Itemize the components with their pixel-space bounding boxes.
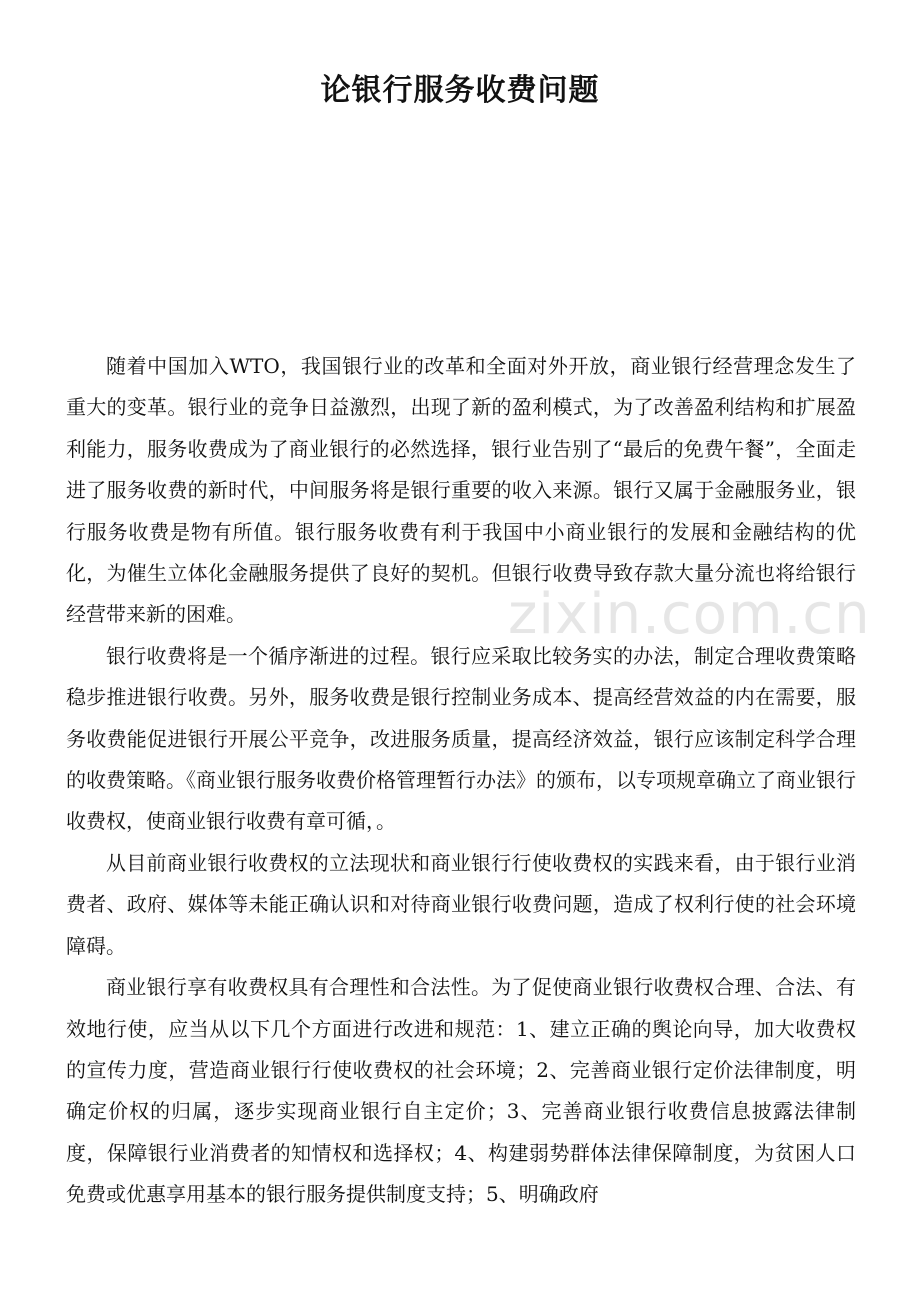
document-body xyxy=(66,346,856,1216)
paragraph-3: 从目前商业银行收费权的立法现状和商业银行行使收费权的实践来看，由于银行业消费者、政府、媒体等未能正确认识和对待商业银行收费问题，造成了权利行使的社会环境障碍。 xyxy=(66,850,856,958)
watermark: zixin.com.cn xyxy=(508,582,871,647)
document-title: 论银行服务收费问题 xyxy=(320,73,600,108)
paragraph-4: 商业银行享有收费权具有合理性和合法性。为了促使商业银行收费权合理、合法、有效地行使，应当从以下几个方面进行改进和规范：1、建立正确的舆论向导，加大收费权的宣传力度，营造商业银行行使收费权的社会环境；2、完善商业银行定价法律制度，明确定价权的归属，逐步实现商业银行自主定价；3、完善商业银行收费信息披露法律制度，保障银行业消费者的知情权和选择权；4、构建弱势群体法律保障制度，为贫困人口免费或优惠享用基本的银行服务提供制度支持；5、明确政府 xyxy=(66,975,856,1207)
paragraph-2: 银行收费将是一个循序渐进的过程。银行应采取比较务实的办法，制定合理收费策略稳步推进银行收费。另外，服务收费是银行控制业务成本、提高经营效益的内在需要，服务收费能促进银行开展公平竞争，改进服务质量，提高经济效益，银行应该制定科学合理的收费策略。《商业银行服务收费价格管理暂行办法》的颁布，以专项规章确立了商业银行收费权，使商业银行收费有章可循，。 xyxy=(66,643,856,834)
paragraph-1: 随着中国加入WTO，我国银行业的改革和全面对外开放，商业银行经营理念发生了重大的变革。银行业的竞争日益激烈，出现了新的盈利模式，为了改善盈利结构和扩展盈利能力，服务收费成为了商业银行的必然选择，银行业告别了“最后的免费午餐”，全面走进了服务收费的新时代，中间服务将是银行重要的收入来源。银行又属于金融服务业，银行服务收费是物有所值。银行服务收费有利于我国中小商业银行的发展和金融结构的优化，为催生立体化金融服务提供了良好的契机。但银行收费导致存款大量分流也将给银行经营带来新的困难。 xyxy=(66,354,856,627)
